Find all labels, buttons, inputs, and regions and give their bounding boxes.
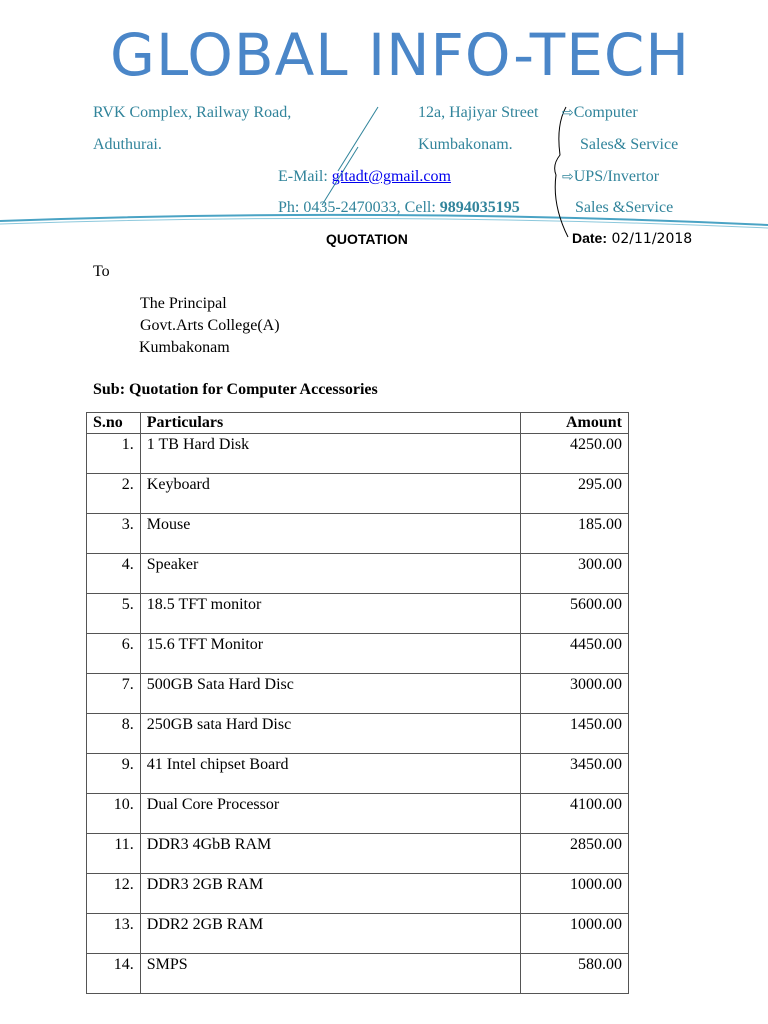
header-amount: Amount [521, 413, 629, 434]
subject-line: Sub: Quotation for Computer Accessories [93, 381, 378, 398]
row-amount: 1450.00 [521, 714, 629, 754]
row-amount: 1000.00 [521, 874, 629, 914]
table-row [87, 714, 629, 754]
table-row [87, 554, 629, 594]
row-amount: 2850.00 [521, 834, 629, 874]
table-row [87, 914, 629, 954]
row-particulars: SMPS [140, 954, 521, 994]
header-particulars: Particulars [140, 413, 521, 434]
row-particulars: Speaker [140, 554, 521, 594]
row-particulars: DDR3 2GB RAM [140, 874, 521, 914]
service-line-1: ⇨Computer [562, 104, 638, 121]
row-sno: 4. [87, 554, 141, 594]
row-sno: 12. [87, 874, 141, 914]
row-sno: 5. [87, 594, 141, 634]
row-amount: 295.00 [521, 474, 629, 514]
table-row [87, 474, 629, 514]
address-line-2: Aduthurai. [93, 136, 162, 153]
row-particulars: DDR3 4GbB RAM [140, 834, 521, 874]
recipient-line-2: Govt.Arts College(A) [140, 317, 280, 334]
row-sno: 6. [87, 634, 141, 674]
date-value: 02/11/2018 [611, 231, 693, 247]
email-row [278, 167, 451, 187]
row-amount: 4250.00 [521, 434, 629, 474]
row-particulars: 500GB Sata Hard Disc [140, 674, 521, 714]
table-body [87, 434, 629, 994]
table-row [87, 874, 629, 914]
arrow-right-icon: ⇨ [562, 105, 574, 121]
row-particulars: 250GB sata Hard Disc [140, 714, 521, 754]
row-amount: 580.00 [521, 954, 629, 994]
row-amount: 5600.00 [521, 594, 629, 634]
table-header-row [87, 413, 629, 434]
table-row [87, 594, 629, 634]
phone-label: Ph: 0435-2470033, Cell: [278, 199, 440, 216]
row-sno: 7. [87, 674, 141, 714]
phone-row [278, 198, 520, 218]
row-particulars: DDR2 2GB RAM [140, 914, 521, 954]
row-sno: 13. [87, 914, 141, 954]
row-amount: 4450.00 [521, 634, 629, 674]
service-line-4: Sales &Service [575, 199, 674, 216]
row-sno: 11. [87, 834, 141, 874]
branch-line-1: 12a, Hajiyar Street [418, 104, 539, 121]
row-sno: 3. [87, 514, 141, 554]
table-row [87, 434, 629, 474]
row-sno: 14. [87, 954, 141, 994]
cell-number: 9894035195 [439, 199, 520, 216]
date-block [572, 230, 692, 247]
row-sno: 1. [87, 434, 141, 474]
row-sno: 2. [87, 474, 141, 514]
table-row [87, 834, 629, 874]
row-amount: 300.00 [521, 554, 629, 594]
table-row [87, 954, 629, 994]
date-label: Date: [572, 230, 608, 246]
quotation-table [86, 412, 629, 994]
arrow-right-icon: ⇨ [562, 169, 574, 185]
table-row [87, 794, 629, 834]
address-line-1: RVK Complex, Railway Road, [93, 104, 292, 121]
row-amount: 3000.00 [521, 674, 629, 714]
row-sno: 10. [87, 794, 141, 834]
row-amount: 4100.00 [521, 794, 629, 834]
table-row [87, 514, 629, 554]
row-particulars: 18.5 TFT monitor [140, 594, 521, 634]
row-particulars: 1 TB Hard Disk [140, 434, 521, 474]
email-label: E-Mail: [278, 168, 332, 185]
recipient-line-3: Kumbakonam [139, 339, 230, 356]
service-line-2: Sales& Service [580, 136, 679, 153]
row-particulars: Mouse [140, 514, 521, 554]
to-label: To [93, 263, 110, 280]
table-row [87, 754, 629, 794]
row-particulars: 15.6 TFT Monitor [140, 634, 521, 674]
email-link[interactable]: gitadt@gmail.com [331, 168, 451, 185]
row-sno: 9. [87, 754, 141, 794]
quotation-heading: QUOTATION [326, 231, 408, 247]
header-sno: S.no [87, 413, 141, 434]
row-particulars: Dual Core Processor [140, 794, 521, 834]
service-line-3: ⇨UPS/Invertor [562, 168, 660, 185]
row-amount: 185.00 [521, 514, 629, 554]
row-amount: 3450.00 [521, 754, 629, 794]
branch-line-2: Kumbakonam. [418, 136, 513, 153]
row-sno: 8. [87, 714, 141, 754]
row-amount: 1000.00 [521, 914, 629, 954]
row-particulars: Keyboard [140, 474, 521, 514]
company-title: GLOBAL INFO-TECH [110, 21, 690, 89]
recipient-line-1: The Principal [140, 295, 227, 312]
table-row [87, 634, 629, 674]
table-row [87, 674, 629, 714]
row-particulars: 41 Intel chipset Board [140, 754, 521, 794]
